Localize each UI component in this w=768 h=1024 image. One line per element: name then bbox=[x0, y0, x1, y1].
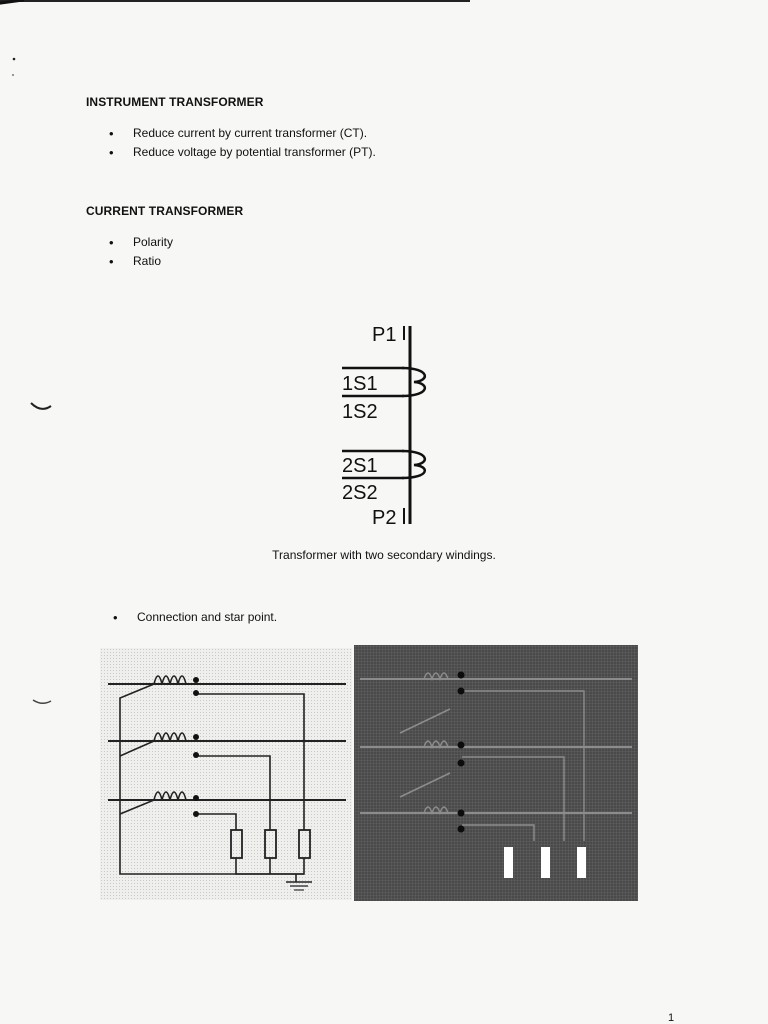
lead-diagonal bbox=[400, 709, 450, 733]
polarity-dot bbox=[458, 672, 465, 679]
label-2s2: 2S2 bbox=[342, 482, 378, 504]
binder-hole-mark bbox=[30, 400, 52, 412]
polarity-dot bbox=[458, 742, 465, 749]
label-1s1: 1S1 bbox=[342, 373, 378, 395]
polarity-dot bbox=[458, 826, 465, 833]
ct-coil-2 bbox=[154, 733, 186, 741]
polarity-dot bbox=[193, 677, 199, 683]
coil2-lead bbox=[462, 757, 564, 841]
relay-3 bbox=[299, 830, 310, 858]
instrument-transformer-list bbox=[109, 124, 376, 162]
label-1s2: 1S2 bbox=[342, 401, 378, 423]
relay-1 bbox=[504, 847, 513, 878]
winding2-coil bbox=[402, 451, 425, 478]
coil3-return bbox=[120, 800, 154, 814]
top-rule bbox=[0, 0, 470, 2]
polarity-dot bbox=[193, 811, 199, 817]
lead-diagonal bbox=[400, 773, 450, 797]
heading-current-transformer: CURRENT TRANSFORMER bbox=[86, 204, 244, 218]
polarity-dot bbox=[193, 690, 199, 696]
coil1-lead bbox=[462, 691, 584, 841]
polarity-dot bbox=[193, 734, 199, 740]
heading-instrument-transformer: INSTRUMENT TRANSFORMER bbox=[86, 95, 264, 109]
star-connection-diagram-dark bbox=[354, 645, 638, 901]
coil3-lead bbox=[196, 814, 236, 830]
label-p2: P2 bbox=[372, 507, 397, 529]
list-item: • Reduce voltage by potential transformer (PT). bbox=[109, 143, 376, 162]
coil3-lead bbox=[462, 825, 534, 841]
polarity-dot bbox=[458, 688, 465, 695]
list-item: • Reduce current by current transformer (CT). bbox=[109, 124, 376, 143]
polarity-dot bbox=[458, 760, 465, 767]
binder-hole-mark bbox=[32, 698, 52, 708]
polarity-dot bbox=[193, 752, 199, 758]
winding1-coil bbox=[402, 368, 425, 396]
list-item: • Connection and star point. bbox=[113, 608, 277, 627]
ct-coil-1 bbox=[154, 676, 186, 684]
polarity-dot bbox=[458, 810, 465, 817]
ct-coil-3 bbox=[154, 792, 186, 800]
coil2-lead bbox=[196, 756, 270, 830]
coil2-return bbox=[120, 741, 154, 756]
current-transformer-list bbox=[109, 233, 173, 271]
relay-2 bbox=[541, 847, 550, 878]
star-connection-diagram-light bbox=[100, 648, 352, 900]
top-rule-corner bbox=[0, 0, 24, 5]
relay-3 bbox=[577, 847, 586, 878]
list-item: • Ratio bbox=[109, 252, 173, 271]
ct-two-secondary-symbol bbox=[330, 318, 440, 530]
connection-list bbox=[113, 608, 277, 627]
page-number: 1 bbox=[668, 1012, 675, 1024]
list-item: • Polarity bbox=[109, 233, 173, 252]
label-p1: P1 bbox=[372, 324, 397, 346]
polarity-dot bbox=[193, 795, 199, 801]
relay-1 bbox=[231, 830, 242, 858]
coil1-lead bbox=[196, 694, 304, 830]
figure-caption: Transformer with two secondary windings. bbox=[272, 548, 496, 562]
label-2s1: 2S1 bbox=[342, 455, 378, 477]
relay-2 bbox=[265, 830, 276, 858]
scan-speck bbox=[10, 55, 20, 79]
